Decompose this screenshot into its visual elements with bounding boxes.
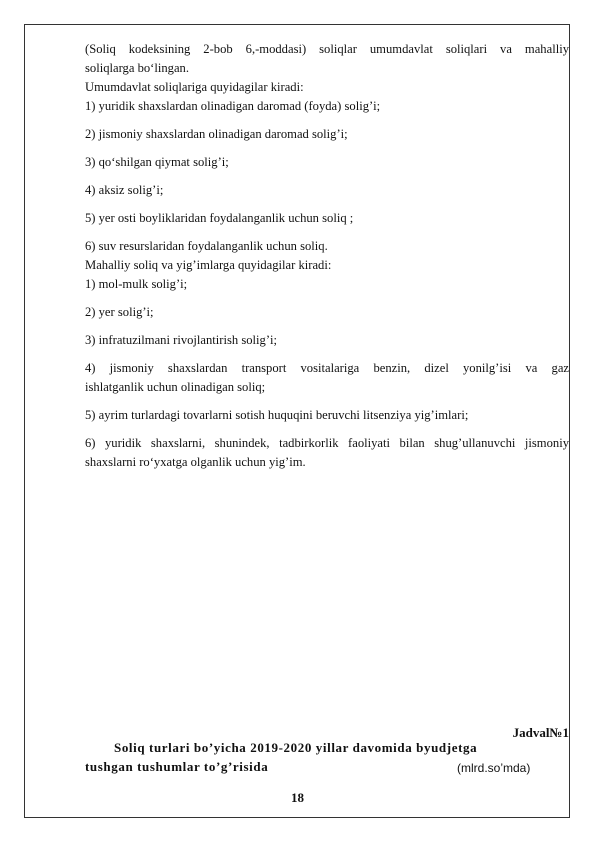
local-tax-item-1: 1) mol-mulk solig’i; xyxy=(85,277,188,291)
state-tax-item-5: 5) yer osti boyliklaridan foydalanganlik uchun soliq ; xyxy=(85,211,354,225)
document-body xyxy=(85,40,569,472)
local-tax-item-3: 3) infratuzilmani rivojlantirish solig’i; xyxy=(85,333,278,347)
state-tax-item-4: 4) aksiz solig’i; xyxy=(85,183,164,197)
table-label: Jadval№1 xyxy=(512,725,569,740)
local-tax-item-4-line-1: 4) jismoniy shaxslardan transport vositalariga benzin, dizel yonilg’isi va gaz xyxy=(85,361,569,375)
local-taxes-heading: Mahalliy soliq va yig’imlarga quyidagilar kiradi: xyxy=(85,258,332,272)
state-tax-item-6: 6) suv resurslaridan foydalanganlik uchun soliq. xyxy=(85,239,328,253)
local-tax-item-6-line-1: 6) yuridik shaxslarni, shunindek, tadbirkorlik faoliyati bilan shug’ullanuvchi jismoniy xyxy=(85,436,569,450)
table-unit: (mlrd.so’mda) xyxy=(457,761,531,775)
local-tax-item-5: 5) ayrim turlardagi tovarlarni sotish huquqini beruvchi litsenziya yig’imlari; xyxy=(85,408,469,422)
state-tax-item-2: 2) jismoniy shaxslardan olinadigan daromad solig’i; xyxy=(85,127,348,141)
page-number: 18 xyxy=(291,790,304,805)
state-tax-item-3: 3) qo‘shilgan qiymat solig’i; xyxy=(85,155,229,169)
state-tax-item-1: 1) yuridik shaxslardan olinadigan daromad (foyda) solig’i; xyxy=(85,99,381,113)
local-tax-item-4-line-2: ishlatganlik uchun olinadigan soliq; xyxy=(85,380,266,394)
table-caption-line-2: tushgan tushumlar to’g’risida xyxy=(85,759,269,774)
table-caption-line-1: Soliq turlari bo’yicha 2019-2020 yillar davomida byudjetga xyxy=(114,740,478,755)
intro-line-2: soliqlarga bo‘lingan. xyxy=(85,61,189,75)
state-taxes-heading: Umumdavlat soliqlariga quyidagilar kiradi: xyxy=(85,80,304,94)
local-tax-item-2: 2) yer solig’i; xyxy=(85,305,154,319)
local-tax-item-6-line-2: shaxslarni ro‘yxatga olganlik uchun yig’im. xyxy=(85,455,306,469)
intro-line-1: (Soliq kodeksining 2-bob 6,-moddasi) soliqlar umumdavlat soliqlari va mahalliy xyxy=(85,42,569,56)
